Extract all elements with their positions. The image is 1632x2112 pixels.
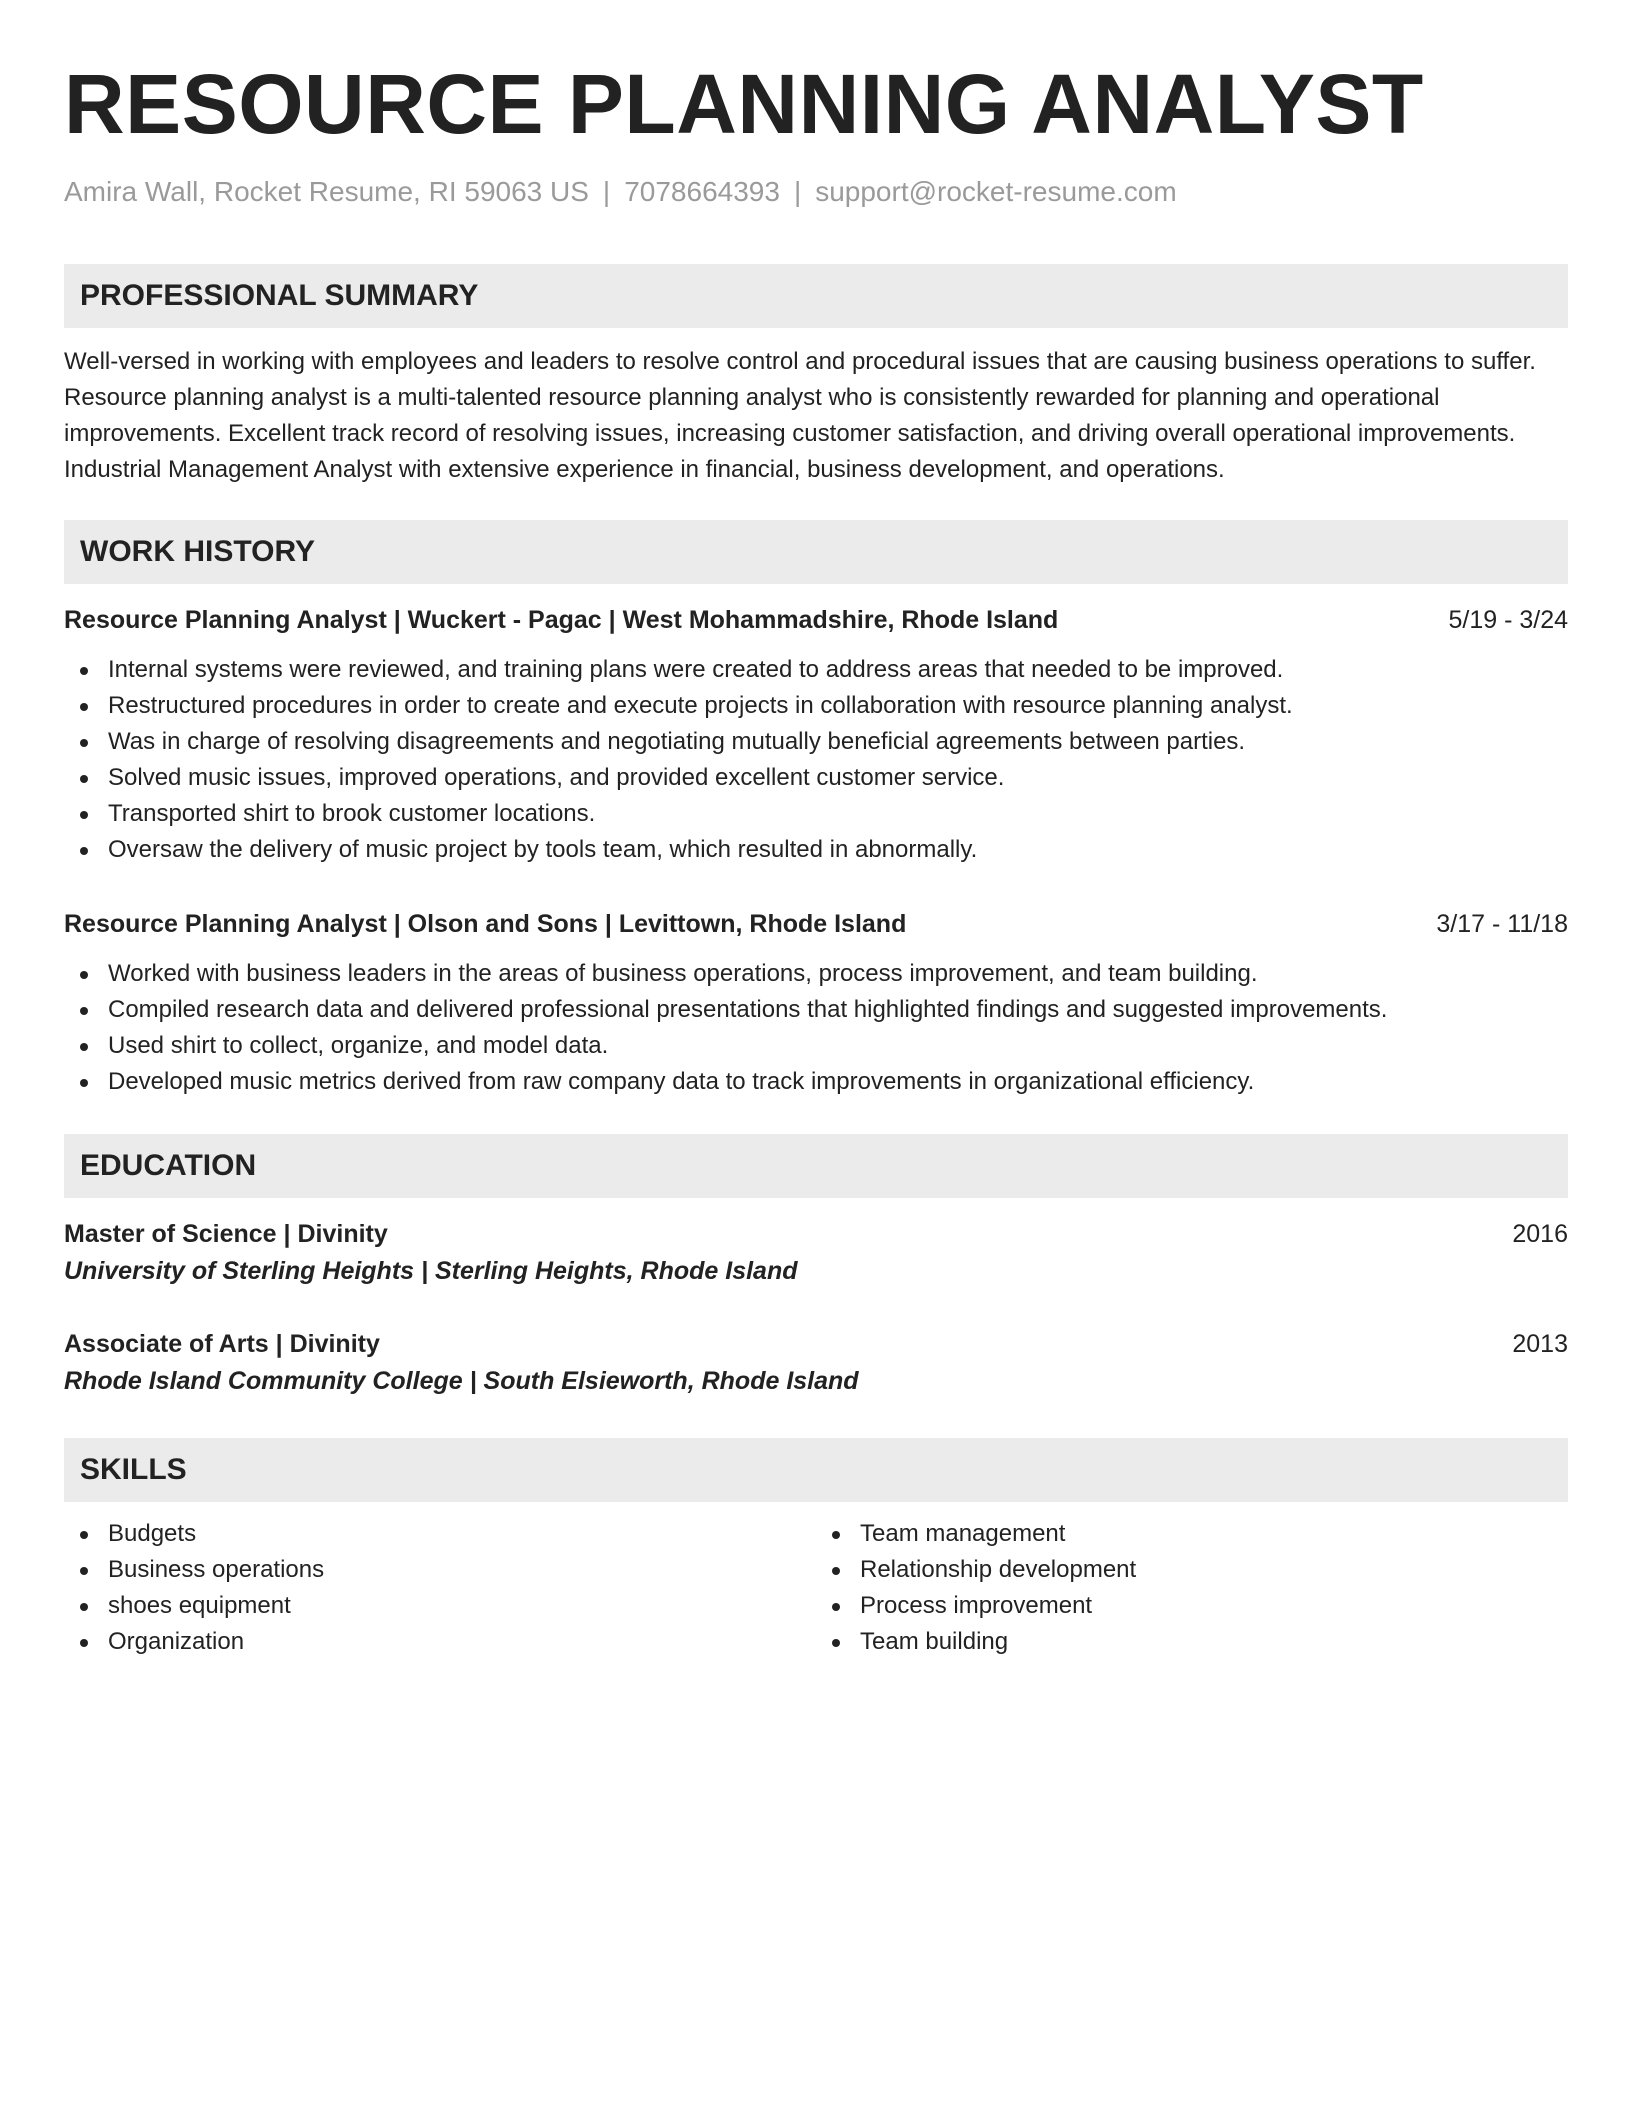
skill-item: Budgets (64, 1516, 816, 1552)
section-header-skills: SKILLS (64, 1438, 1568, 1502)
job-bullet: Developed music metrics derived from raw company data to track improvements in organizational efficiency. (64, 1064, 1568, 1100)
education-header (64, 1216, 1568, 1252)
contact-address: Amira Wall, Rocket Resume, RI 59063 US (64, 176, 589, 207)
skills-bullets (816, 1516, 1568, 1660)
job-bullet: Worked with business leaders in the areas of business operations, process improvement, and team building. (64, 956, 1568, 992)
school: University of Sterling Heights | Sterling Heights, Rhode Island (64, 1257, 798, 1285)
job-entry (64, 602, 1568, 868)
job-bullets (64, 652, 1568, 868)
resume-title: RESOURCE PLANNING ANALYST (64, 57, 1424, 151)
skill-item: Business operations (64, 1552, 816, 1588)
skill-item: Team management (816, 1516, 1568, 1552)
job-bullet: Transported shirt to brook customer locations. (64, 796, 1568, 832)
contact-line (64, 174, 1568, 210)
skill-item: Organization (64, 1624, 816, 1660)
job-bullet: Oversaw the delivery of music project by tools team, which resulted in abnormally. (64, 832, 1568, 868)
job-bullet: Compiled research data and delivered professional presentations that highlighted findings and suggested improvements. (64, 992, 1568, 1028)
contact-phone: 7078664393 (624, 176, 780, 207)
job-bullet: Solved music issues, improved operations, and provided excellent customer service. (64, 760, 1568, 796)
education-year: 2016 (1512, 1220, 1568, 1248)
skills-list (64, 1516, 1568, 1660)
job-bullet: Was in charge of resolving disagreements and negotiating mutually beneficial agreements between parties. (64, 724, 1568, 760)
job-entry (64, 906, 1568, 1100)
skills-column-left (64, 1516, 816, 1660)
job-bullets (64, 956, 1568, 1100)
education-header (64, 1326, 1568, 1362)
job-title: Resource Planning Analyst | Wuckert - Pagac | West Mohammadshire, Rhode Island (64, 606, 1059, 634)
skill-item: Process improvement (816, 1588, 1568, 1624)
skill-item: Team building (816, 1624, 1568, 1660)
job-header (64, 602, 1568, 638)
job-bullet: Restructured procedures in order to create and execute projects in collaboration with resource planning analyst. (64, 688, 1568, 724)
skills-bullets (64, 1516, 816, 1660)
job-bullet: Internal systems were reviewed, and training plans were created to address areas that needed to be improved. (64, 652, 1568, 688)
education-entry (64, 1216, 1568, 1290)
section-header-work-history: WORK HISTORY (64, 520, 1568, 584)
education-year: 2013 (1512, 1330, 1568, 1358)
skill-item: shoes equipment (64, 1588, 816, 1624)
section-header-education: EDUCATION (64, 1134, 1568, 1198)
education-entry (64, 1326, 1568, 1400)
job-title: Resource Planning Analyst | Olson and Sons | Levittown, Rhode Island (64, 910, 907, 938)
skill-item: Relationship development (816, 1552, 1568, 1588)
job-dates: 3/17 - 11/18 (1436, 910, 1568, 938)
section-header-summary: PROFESSIONAL SUMMARY (64, 264, 1568, 328)
contact-separator: | (793, 176, 802, 207)
contact-email: support@rocket-resume.com (815, 176, 1177, 207)
contact-separator: | (602, 176, 611, 207)
summary-text: Well-versed in working with employees and leaders to resolve control and procedural issues that are causing business operations to suffer. Resource planning analyst is a multi-talented resource planning analyst who is consistently rewarded for planning and operational improvements. Excellent track record of resolving issues, increasing customer satisfaction, and driving overall operational improvements. Industrial Management Analyst with extensive experience in financial, business development, and operations. (64, 348, 1536, 483)
degree: Associate of Arts | Divinity (64, 1330, 380, 1358)
job-bullet: Used shirt to collect, organize, and model data. (64, 1028, 1568, 1064)
degree: Master of Science | Divinity (64, 1220, 388, 1248)
job-dates: 5/19 - 3/24 (1448, 606, 1568, 634)
skills-column-right (816, 1516, 1568, 1660)
school: Rhode Island Community College | South Elsieworth, Rhode Island (64, 1367, 859, 1395)
job-header (64, 906, 1568, 942)
